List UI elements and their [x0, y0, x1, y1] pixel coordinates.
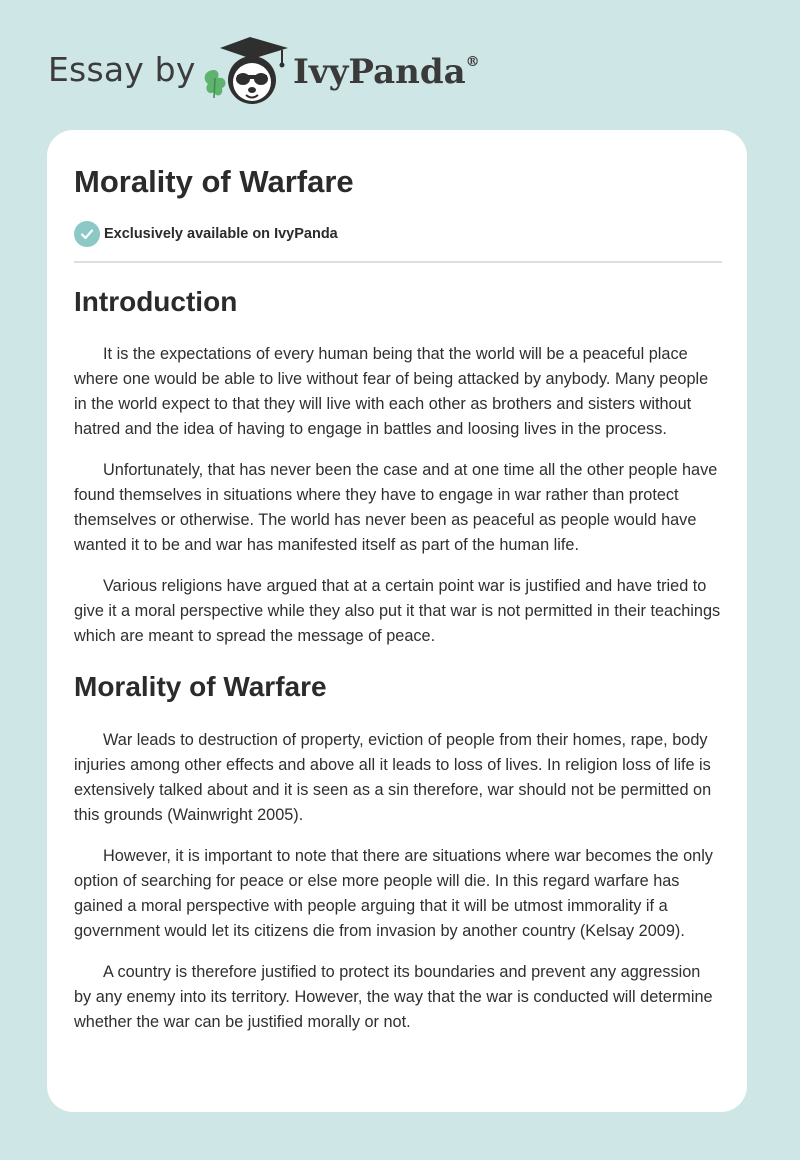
- brand-prefix: Essay by: [48, 50, 196, 89]
- section-heading-introduction: Introduction: [74, 286, 238, 317]
- essay-card: [47, 130, 747, 1112]
- brand-name: IvyPanda®: [293, 52, 480, 92]
- paragraph: Various religions have argued that at a certain point war is justified and have tried to give it a moral perspective while they also put it that war is not permitted in their teachings which are meant to spread the message of peace.: [74, 577, 721, 645]
- divider: [74, 261, 722, 263]
- paragraph: Unfortunately, that has never been the case and at one time all the other people have found themselves in situations where they have to engage in war rather than protect themselves or otherwise. The world has never been as peaceful as people would have wanted it to be and war has manifested itself as part of the human life.: [74, 461, 718, 554]
- paragraph: However, it is important to note that there are situations where war becomes the only option of searching for peace or else more people will die. In this regard warfare has gained a moral perspective with people arguing that it will be utmost immorality if a government would let its citizens die from invasion by another country (Kelsay 2009).: [74, 847, 713, 940]
- paragraph: War leads to destruction of property, eviction of people from their homes, rape, body injuries among other effects and above all it leads to loss of lives. In religion loss of life is extensively talked about and it is seen as a sin therefore, war should not be permitted on this grounds (Wainwright 2005).: [74, 731, 712, 824]
- page-title: Morality of Warfare: [74, 164, 354, 199]
- paragraph: It is the expectations of every human being that the world will be a peaceful place where one would be able to live without fear of being attacked by anybody. Many people in the world expect to that they will live with each other as brothers and sisters without hatred and the idea of having to engage in battles and loosing lives in the process.: [74, 345, 709, 438]
- brand-header[interactable]: [48, 34, 508, 114]
- essay-body: [74, 280, 722, 1035]
- check-circle-icon: [74, 221, 100, 247]
- badge-text: Exclusively available on IvyPanda: [104, 226, 338, 242]
- ivy-leaf-icon: [205, 70, 226, 98]
- paragraph: A country is therefore justified to protect its boundaries and prevent any aggression by any enemy into its territory. However, the way that the war is conducted will determine whether the war can be justified morally or not.: [74, 963, 713, 1031]
- exclusive-badge: [74, 221, 338, 247]
- panda-graduate-icon: [200, 34, 292, 110]
- section-heading-morality-of-warfare: Morality of Warfare: [74, 671, 327, 702]
